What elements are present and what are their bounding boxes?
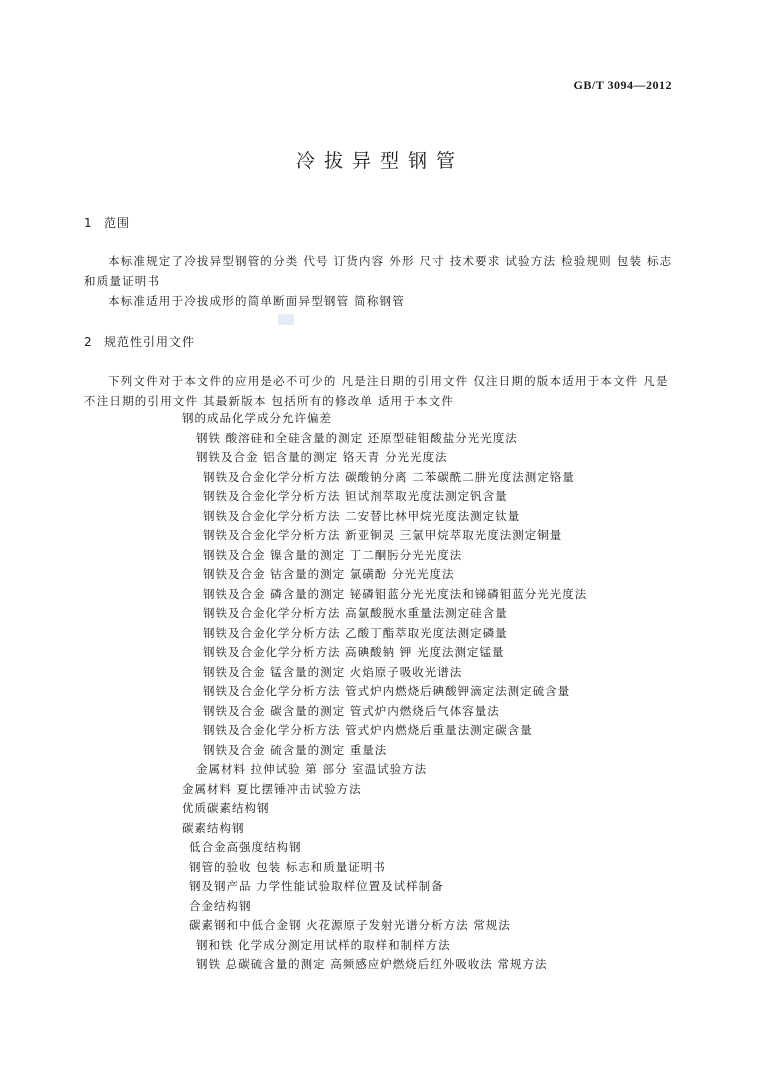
reference-item: 钢管的验收 包装 标志和质量证明书 (189, 860, 386, 874)
section-number: 1 (84, 216, 93, 230)
reference-item: 钢铁及合金化学分析方法 管式炉内燃烧后碘酸钾滴定法测定硫含量 (203, 684, 571, 698)
reference-item: 钢铁及合金 锰含量的测定 火焰原子吸收光谱法 (203, 665, 463, 679)
section-1-heading (84, 214, 130, 231)
reference-item: 钢铁及合金 镍含量的测定 丁二酮肟分光光度法 (203, 548, 463, 562)
reference-item: 金属材料 夏比摆锤冲击试验方法 (182, 782, 362, 796)
reference-item: 钢的成品化学成分允许偏差 (182, 411, 332, 425)
reference-item: 钢铁及合金化学分析方法 高氯酸脱水重量法测定硅含量 (203, 606, 508, 620)
reference-item: 优质碳素结构钢 (182, 801, 270, 815)
reference-item: 钢铁及合金 钴含量的测定 氯磺酚 分光光度法 (203, 567, 455, 581)
reference-item: 钢铁及合金 碳含量的测定 管式炉内燃烧后气体容量法 (203, 704, 500, 718)
reference-item: 钢铁及合金化学分析方法 乙酸丁酯萃取光度法测定磷量 (203, 626, 508, 640)
section-title: 范围 (104, 216, 131, 230)
reference-item: 钢和铁 化学成分测定用试样的取样和制样方法 (196, 938, 451, 952)
reference-item: 金属材料 拉伸试验 第 部分 室温试验方法 (196, 762, 428, 776)
reference-item: 碳素结构钢 (182, 821, 245, 835)
document-title: 冷拔异型钢管 (295, 150, 464, 172)
document-id: GB/T 3094—2012 (573, 78, 672, 92)
watermark-mark (278, 314, 294, 325)
normative-references-paragraph: 下列文件对于本文件的应用是必不可少的 凡是注日期的引用文件 仅注日期的版本适用于本文件 凡是不注日期的引用文件 其最新版本 包括所有的修改单 适用于本文件 (84, 374, 669, 408)
reference-item: 合金结构钢 (189, 899, 252, 913)
reference-item: 钢铁及合金化学分析方法 高碘酸钠 钾 光度法测定锰量 (203, 645, 505, 659)
section-title: 规范性引用文件 (104, 335, 196, 349)
scope-paragraph-2: 本标准适用于冷拔成形的简单断面异型钢管 简称钢管 (108, 294, 405, 308)
section-number: 2 (84, 335, 93, 349)
reference-item: 钢及钢产品 力学性能试验取样位置及试样制备 (189, 879, 444, 893)
reference-item: 钢铁及合金 硫含量的测定 重量法 (203, 743, 388, 757)
reference-item: 低合金高强度结构钢 (189, 840, 302, 854)
reference-item: 钢铁及合金化学分析方法 二安替比林甲烷光度法测定钛量 (203, 509, 521, 523)
scope-paragraph-1: 本标准规定了冷拔异型钢管的分类 代号 订货内容 外形 尺寸 技术要求 试验方法 检验规则 包装 标志和质量证明书 (84, 254, 673, 288)
reference-item: 碳素钢和中低合金钢 火花源原子发射光谱分析方法 常规法 (189, 918, 511, 932)
reference-item: 钢铁及合金化学分析方法 钽试剂萃取光度法测定钒含量 (203, 489, 508, 503)
reference-item: 钢铁及合金化学分析方法 碳酸钠分离 二苯碳酰二肼光度法测定铬量 (203, 470, 575, 484)
section-2-heading (84, 333, 195, 350)
reference-item: 钢铁及合金化学分析方法 新亚铜灵 三氯甲烷萃取光度法测定铜量 (203, 528, 563, 542)
reference-item: 钢铁及合金化学分析方法 管式炉内燃烧后重量法测定碳含量 (203, 723, 533, 737)
reference-item: 钢铁及合金 磷含量的测定 铋磷钼蓝分光光度法和锑磷钼蓝分光光度法 (203, 587, 588, 601)
reference-item: 钢铁 总碳硫含量的测定 高频感应炉燃烧后红外吸收法 常规方法 (196, 957, 548, 971)
reference-item: 钢铁及合金 铝含量的测定 铬天青 分光光度法 (196, 450, 448, 464)
reference-item: 钢铁 酸溶硅和全硅含量的测定 还原型硅钼酸盐分光光度法 (196, 431, 518, 445)
